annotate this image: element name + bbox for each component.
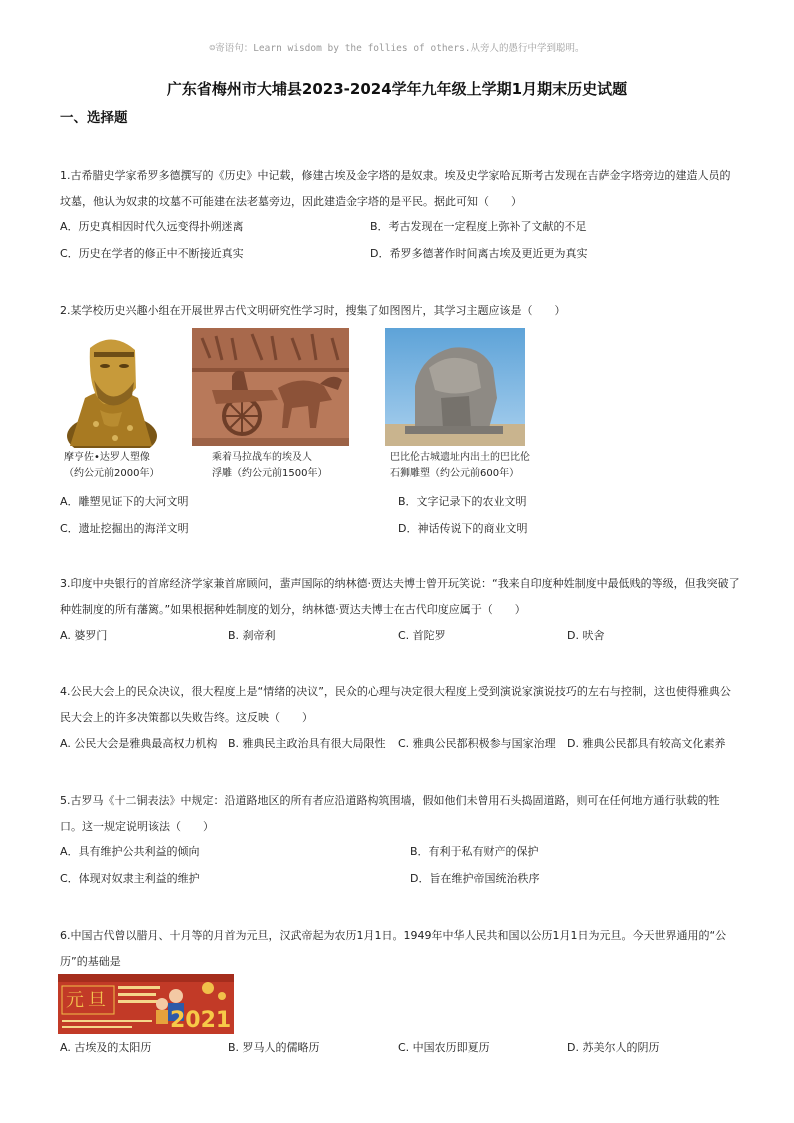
image-3-caption-line-2: 石狮雕塑（约公元前600年） <box>390 468 520 479</box>
banner-title-text: 元旦 <box>66 990 110 1011</box>
question-2-stem: 2.某学校历史兴趣小组在开展世界古代文明研究性学习时，搜集了如图图片，其学习主题应该是（ ） <box>60 304 566 317</box>
banner-year-text: 2021 <box>170 1008 232 1033</box>
question-6-option-c: C. 中国农历即夏历 <box>398 1041 490 1054</box>
image-1-caption-line-2: （约公元前2000年） <box>64 468 160 479</box>
question-4-option-b: B. 雅典民主政治具有很大局限性 <box>228 737 386 750</box>
statue-image <box>60 328 160 448</box>
question-5-option-a: A．具有维护公共利益的倾向 <box>60 845 200 858</box>
section-heading: 一、选择题 <box>60 110 128 126</box>
question-6-stem: 6.中国古代曾以腊月、十月等的月首为元旦，汉武帝起为农历1月1日。1949年中华人民共和国以公历1月1日为元旦。今天世界通用的“公历”的基础是 <box>60 929 727 968</box>
question-1-option-b: B．考古发现在一定程度上弥补了文献的不足 <box>370 220 587 233</box>
new-year-banner-image <box>58 974 234 1034</box>
question-3-stem: 3.印度中央银行的首席经济学家兼首席顾问，蜚声国际的纳林德·贾达夫博士曾开玩笑说：“我来自印度种姓制度中最低贱的等级，但我突破了种姓制度的所有藩篱。”如果根据种姓制度的划分，纳林德·贾达夫博士在古代印度应属于（ ） <box>60 577 740 616</box>
question-2-option-b: B．文字记录下的农业文明 <box>398 495 527 508</box>
question-5-option-c: C．体现对奴隶主利益的维护 <box>60 872 200 885</box>
image-3-caption-line-1: 巴比伦古城遗址内出土的巴比伦 <box>390 452 530 463</box>
question-1-option-a: A．历史真相因时代久远变得扑朔迷离 <box>60 220 244 233</box>
question-2-option-a: A．雕塑见证下的大河文明 <box>60 495 189 508</box>
question-6-option-b: B. 罗马人的儒略历 <box>228 1041 320 1054</box>
image-1-caption-line-1: 摩亨佐•达罗人塑像 <box>64 452 150 463</box>
question-5-stem: 5.古罗马《十二铜表法》中规定：沿道路地区的所有者应沿道路构筑围墙，假如他们未曾用石头捣固道路，则可在任何地方通行驮载的牲口。这一规定说明该法（ ） <box>60 794 720 833</box>
question-4-stem: 4.公民大会上的民众决议，很大程度上是“情绪的决议”，民众的心理与决定很大程度上受到演说家演说技巧的左右与控制，这也使得雅典公民大会上的许多决策都以失败告终。这反映（ ） <box>60 685 731 724</box>
question-2-option-d: D．神话传说下的商业文明 <box>398 522 528 535</box>
question-1-stem: 1.古希腊史学家希罗多德撰写的《历史》中记载，修建古埃及金字塔的是奴隶。埃及史学家哈瓦斯考古发现在吉萨金字塔旁边的建造人员的坟墓，他认为奴隶的坟墓不可能建在法老墓旁边，因此建造金字塔的是平民。据此可知（ ） <box>60 169 731 208</box>
question-5-option-d: D．旨在维护帝国统治秩序 <box>410 872 540 885</box>
image-2-caption-line-1: 乘着马拉战车的埃及人 <box>212 452 312 463</box>
page-title: 广东省梅州市大埔县2023-2024学年九年级上学期1月期末历史试题 <box>166 80 628 98</box>
question-3-option-d: D. 吠舍 <box>567 629 605 642</box>
question-6-option-a: A. 古埃及的太阳历 <box>60 1041 152 1054</box>
image-2-caption-line-2: 浮雕（约公元前1500年） <box>212 468 328 479</box>
babylon-lion-image <box>385 328 525 446</box>
question-6-option-d: D. 苏美尔人的阴历 <box>567 1041 660 1054</box>
chariot-relief-image <box>192 328 349 446</box>
question-2-option-c: C．遗址挖掘出的海洋文明 <box>60 522 189 535</box>
motto-header: ☺寄语句：Learn wisdom by the follies of others.从旁人的愚行中学到聪明。 <box>209 43 585 54</box>
question-1-option-c: C．历史在学者的修正中不断接近真实 <box>60 247 244 260</box>
question-3-option-a: A. 婆罗门 <box>60 629 108 642</box>
question-3-option-c: C. 首陀罗 <box>398 629 446 642</box>
question-1-option-d: D．希罗多德著作时间离古埃及更近更为真实 <box>370 247 588 260</box>
question-4-option-d: D. 雅典公民都具有较高文化素养 <box>567 737 726 750</box>
question-4-option-a: A. 公民大会是雅典最高权力机构 <box>60 737 218 750</box>
question-4-option-c: C. 雅典公民都积极参与国家治理 <box>398 737 556 750</box>
question-5-option-b: B．有利于私有财产的保护 <box>410 845 539 858</box>
question-3-option-b: B. 刹帝利 <box>228 629 276 642</box>
